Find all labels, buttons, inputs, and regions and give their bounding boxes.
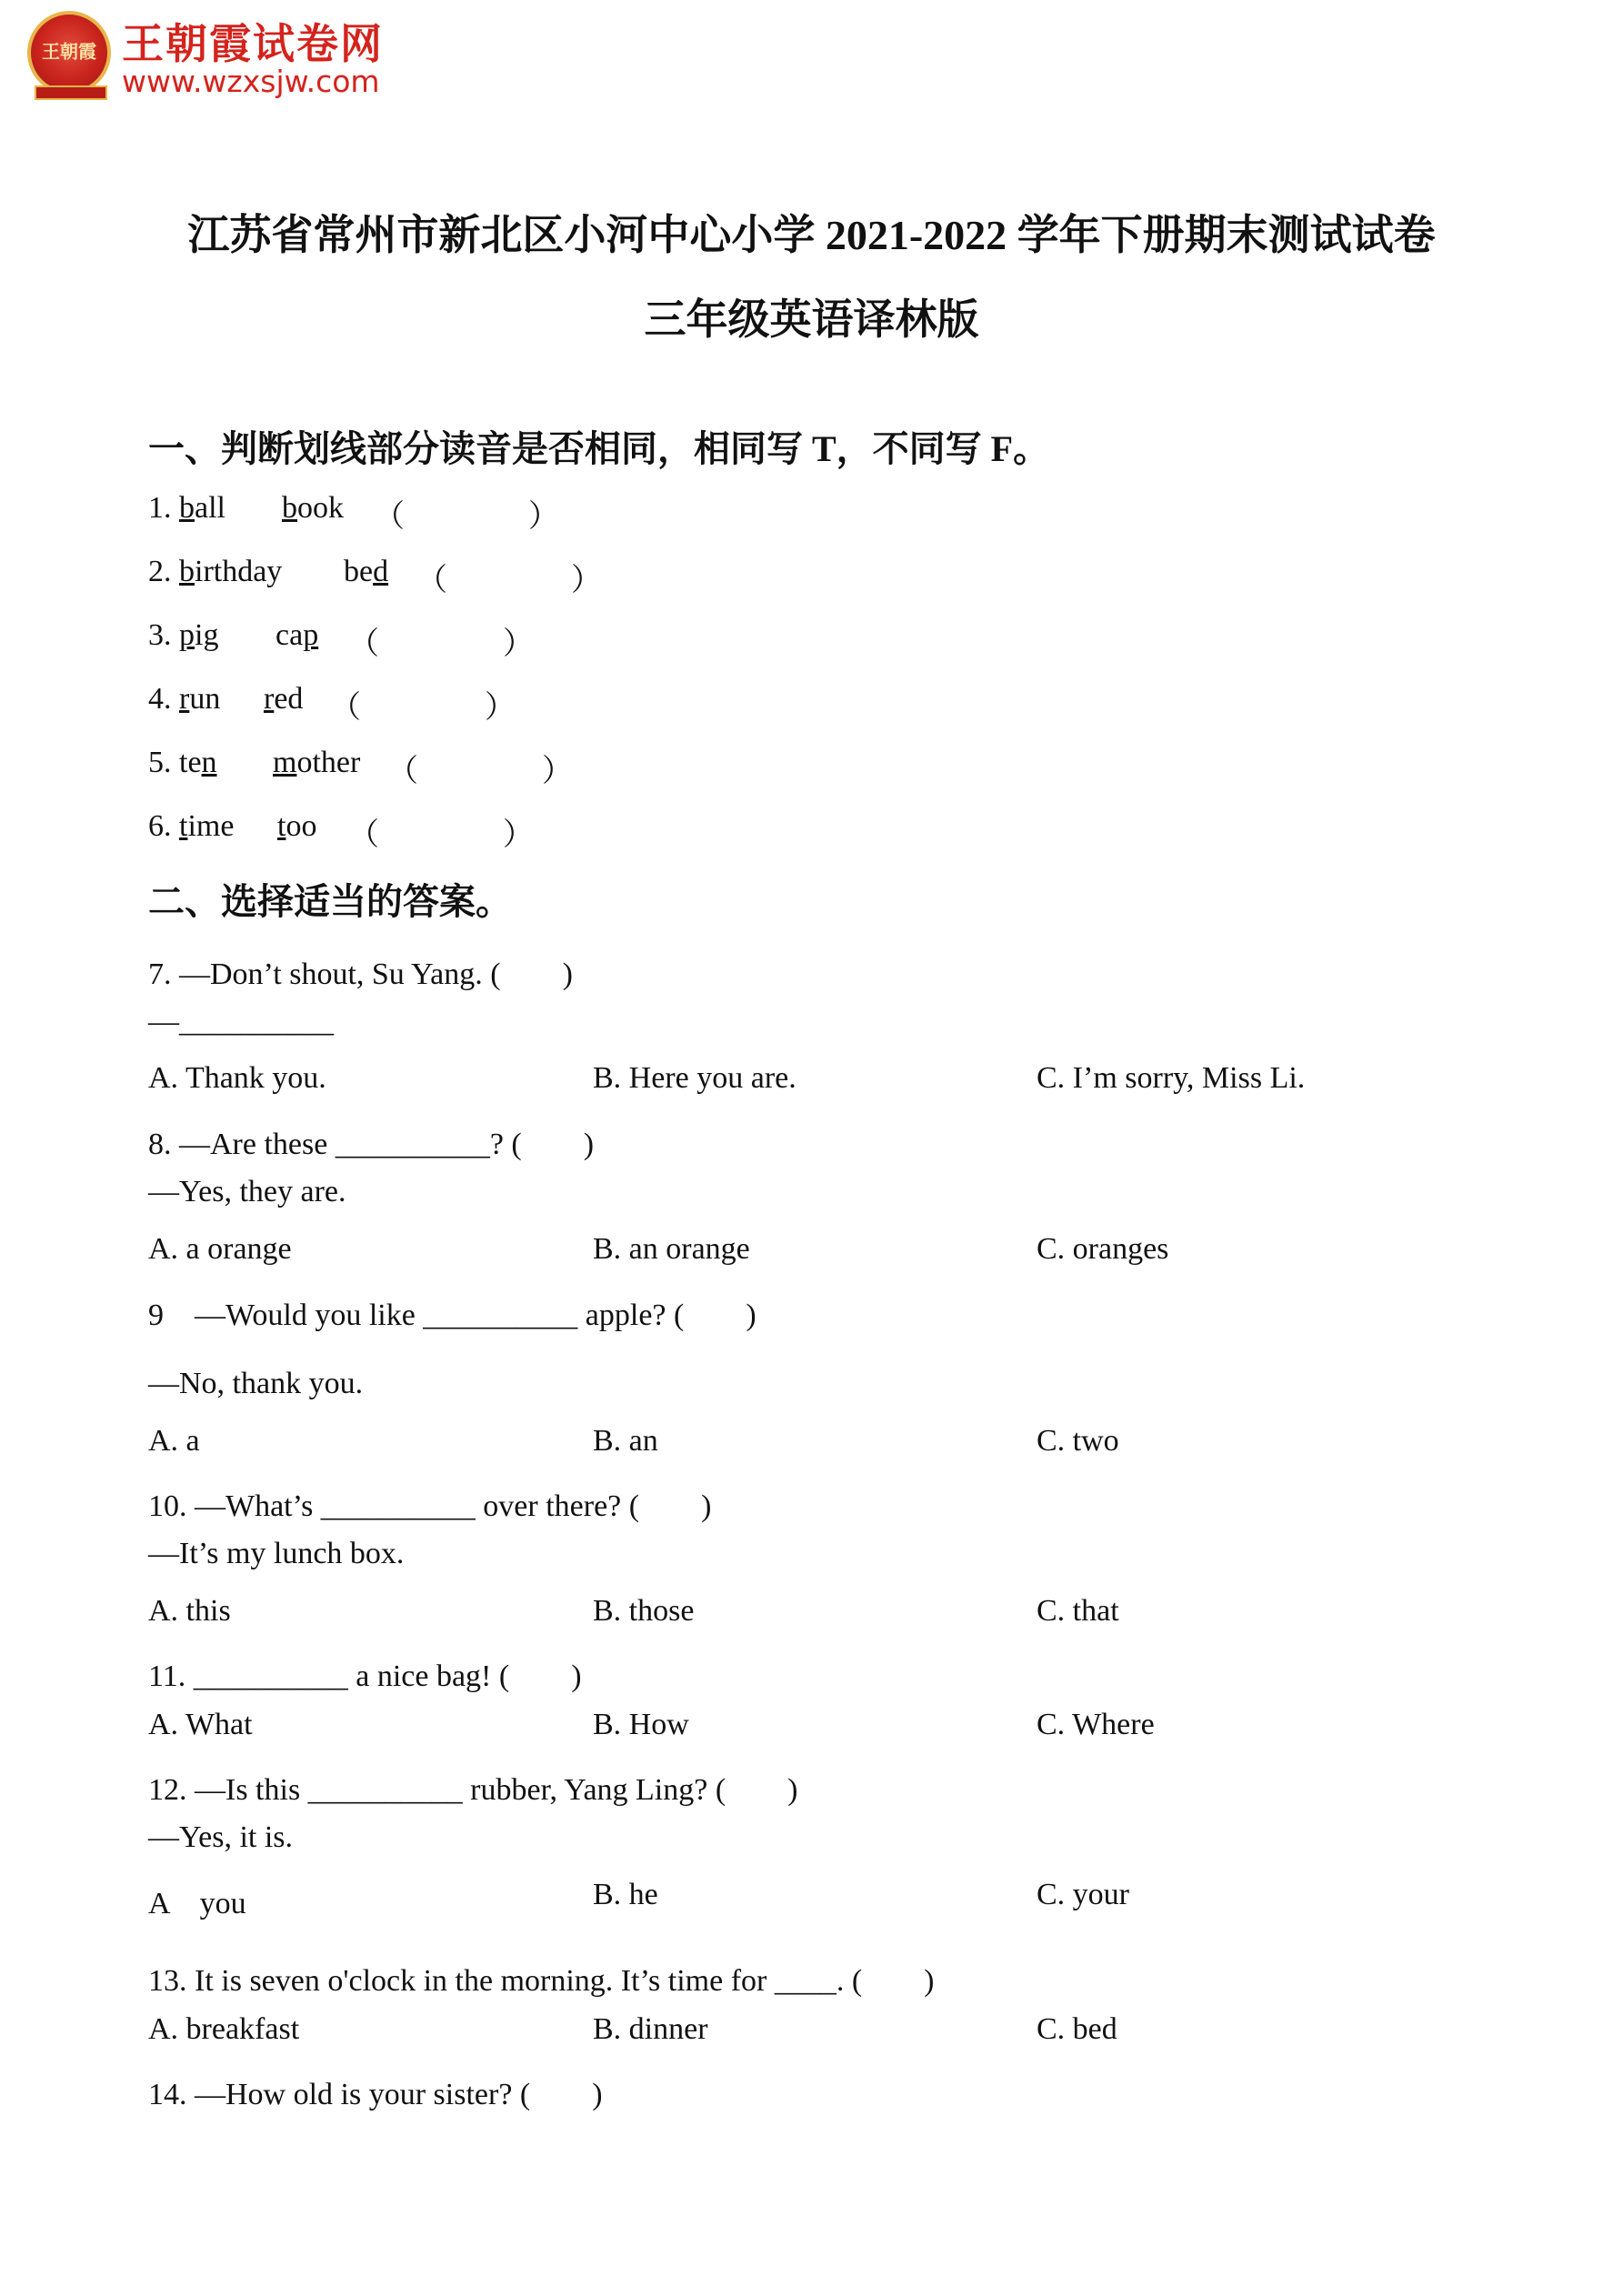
- section-1-heading: 一、判断划线部分读音是否相同，相同写 T，不同写 F。: [148, 428, 1050, 469]
- question-12-reply: —Yes, it is.: [148, 1820, 294, 1854]
- logo-ribbon: [35, 85, 107, 100]
- question-7-reply: —__________: [148, 1005, 334, 1038]
- logo-site-url[interactable]: www.wzxsjw.com: [122, 64, 380, 99]
- question-11-stem: 11. __________ a nice bag! ( ): [148, 1659, 582, 1693]
- item-number: 3.: [148, 618, 179, 652]
- item-number: 1.: [148, 491, 179, 525]
- question-9-stem: 9 —Would you like __________ apple? ( ): [148, 1298, 756, 1332]
- question-9-option-b[interactable]: B. an: [593, 1424, 658, 1458]
- word2: cap: [276, 618, 319, 652]
- logo-site-name: 王朝霞试卷网: [122, 19, 384, 68]
- question-10-option-a[interactable]: A. this: [148, 1594, 231, 1628]
- item-3: [148, 618, 534, 661]
- word1-underlined: b: [179, 491, 195, 525]
- question-7-option-c[interactable]: C. I’m sorry, Miss Li.: [1037, 1061, 1306, 1095]
- word1-pre: te: [179, 746, 202, 779]
- question-9-reply: —No, thank you.: [148, 1367, 364, 1400]
- word2: book: [282, 491, 344, 525]
- question-11-option-c[interactable]: C. Where: [1037, 1708, 1155, 1741]
- logo-seal-text: 王朝霞: [42, 40, 96, 63]
- question-8-option-c[interactable]: C. oranges: [1037, 1232, 1169, 1266]
- item-number: 6.: [148, 809, 179, 843]
- word1-post: ime: [187, 809, 235, 843]
- question-13-option-a[interactable]: A. breakfast: [148, 2012, 300, 2046]
- word1-underlined: b: [179, 555, 195, 588]
- item-5: [148, 746, 573, 788]
- question-9-option-a[interactable]: A. a: [148, 1424, 200, 1458]
- answer-blank[interactable]: （ ）: [348, 818, 534, 852]
- item-number: 4.: [148, 682, 179, 716]
- word1-underlined: r: [179, 682, 190, 716]
- question-11-option-b[interactable]: B. How: [593, 1708, 689, 1741]
- question-13-stem: 13. It is seven o'clock in the morning. It’s time for ____. ( ): [148, 1964, 935, 1998]
- answer-blank[interactable]: （ ）: [374, 500, 559, 534]
- question-7-stem: 7. —Don’t shout, Su Yang. ( ): [148, 958, 573, 991]
- answer-blank[interactable]: （ ）: [416, 564, 602, 597]
- question-11-option-a[interactable]: A. What: [148, 1708, 253, 1741]
- word1-post: irthday: [195, 555, 283, 588]
- question-10-reply: —It’s my lunch box.: [148, 1537, 405, 1570]
- answer-blank[interactable]: （ ）: [387, 755, 573, 788]
- question-7-option-b[interactable]: B. Here you are.: [593, 1061, 796, 1095]
- question-10-stem: 10. —What’s __________ over there? ( ): [148, 1489, 712, 1523]
- document-title: 江苏省常州市新北区小河中心小学 2021-2022 学年下册期末测试试卷: [187, 212, 1436, 258]
- question-13-option-c[interactable]: C. bed: [1037, 2012, 1117, 2046]
- question-12-option-a[interactable]: A you: [148, 1887, 246, 1920]
- question-8-option-b[interactable]: B. an orange: [593, 1232, 750, 1266]
- answer-blank[interactable]: （ ）: [330, 691, 516, 725]
- answer-blank[interactable]: （ ）: [348, 627, 534, 661]
- site-logo: [27, 11, 409, 102]
- word2: too: [277, 809, 317, 843]
- question-13-option-b[interactable]: B. dinner: [593, 2012, 708, 2046]
- question-10-option-c[interactable]: C. that: [1037, 1594, 1119, 1628]
- item-4: [148, 682, 516, 725]
- word1-underlined: p: [179, 618, 195, 652]
- item-number: 2.: [148, 555, 179, 588]
- question-12-stem: 12. —Is this __________ rubber, Yang Ling? ( ): [148, 1773, 798, 1807]
- question-8-option-a[interactable]: A. a orange: [148, 1232, 292, 1266]
- word1-underlined: n: [201, 746, 217, 779]
- section-2-heading: 二、选择适当的答案。: [148, 881, 512, 922]
- word1-underlined: t: [179, 809, 188, 843]
- word2: mother: [273, 746, 361, 779]
- word2: bed: [344, 555, 389, 588]
- item-number: 5.: [148, 746, 179, 779]
- question-8-stem: 8. —Are these __________? ( ): [148, 1128, 595, 1161]
- item-2: [148, 555, 602, 597]
- word1-post: ig: [195, 618, 219, 652]
- question-9-option-c[interactable]: C. two: [1037, 1424, 1119, 1458]
- document-subtitle: 三年级英语译林版: [644, 296, 979, 343]
- question-10-option-b[interactable]: B. those: [593, 1594, 695, 1628]
- question-8-reply: —Yes, they are.: [148, 1175, 346, 1208]
- word2: red: [264, 682, 304, 716]
- word1-post: un: [189, 682, 221, 716]
- item-6: [148, 809, 534, 852]
- question-12-option-b[interactable]: B. he: [593, 1878, 658, 1911]
- word1-post: all: [195, 491, 225, 525]
- question-7-option-a[interactable]: A. Thank you.: [148, 1061, 326, 1095]
- question-12-option-c[interactable]: C. your: [1037, 1878, 1129, 1911]
- item-1: [148, 491, 559, 534]
- question-14-stem: 14. —How old is your sister? ( ): [148, 2078, 603, 2111]
- logo-seal-icon: [27, 11, 111, 95]
